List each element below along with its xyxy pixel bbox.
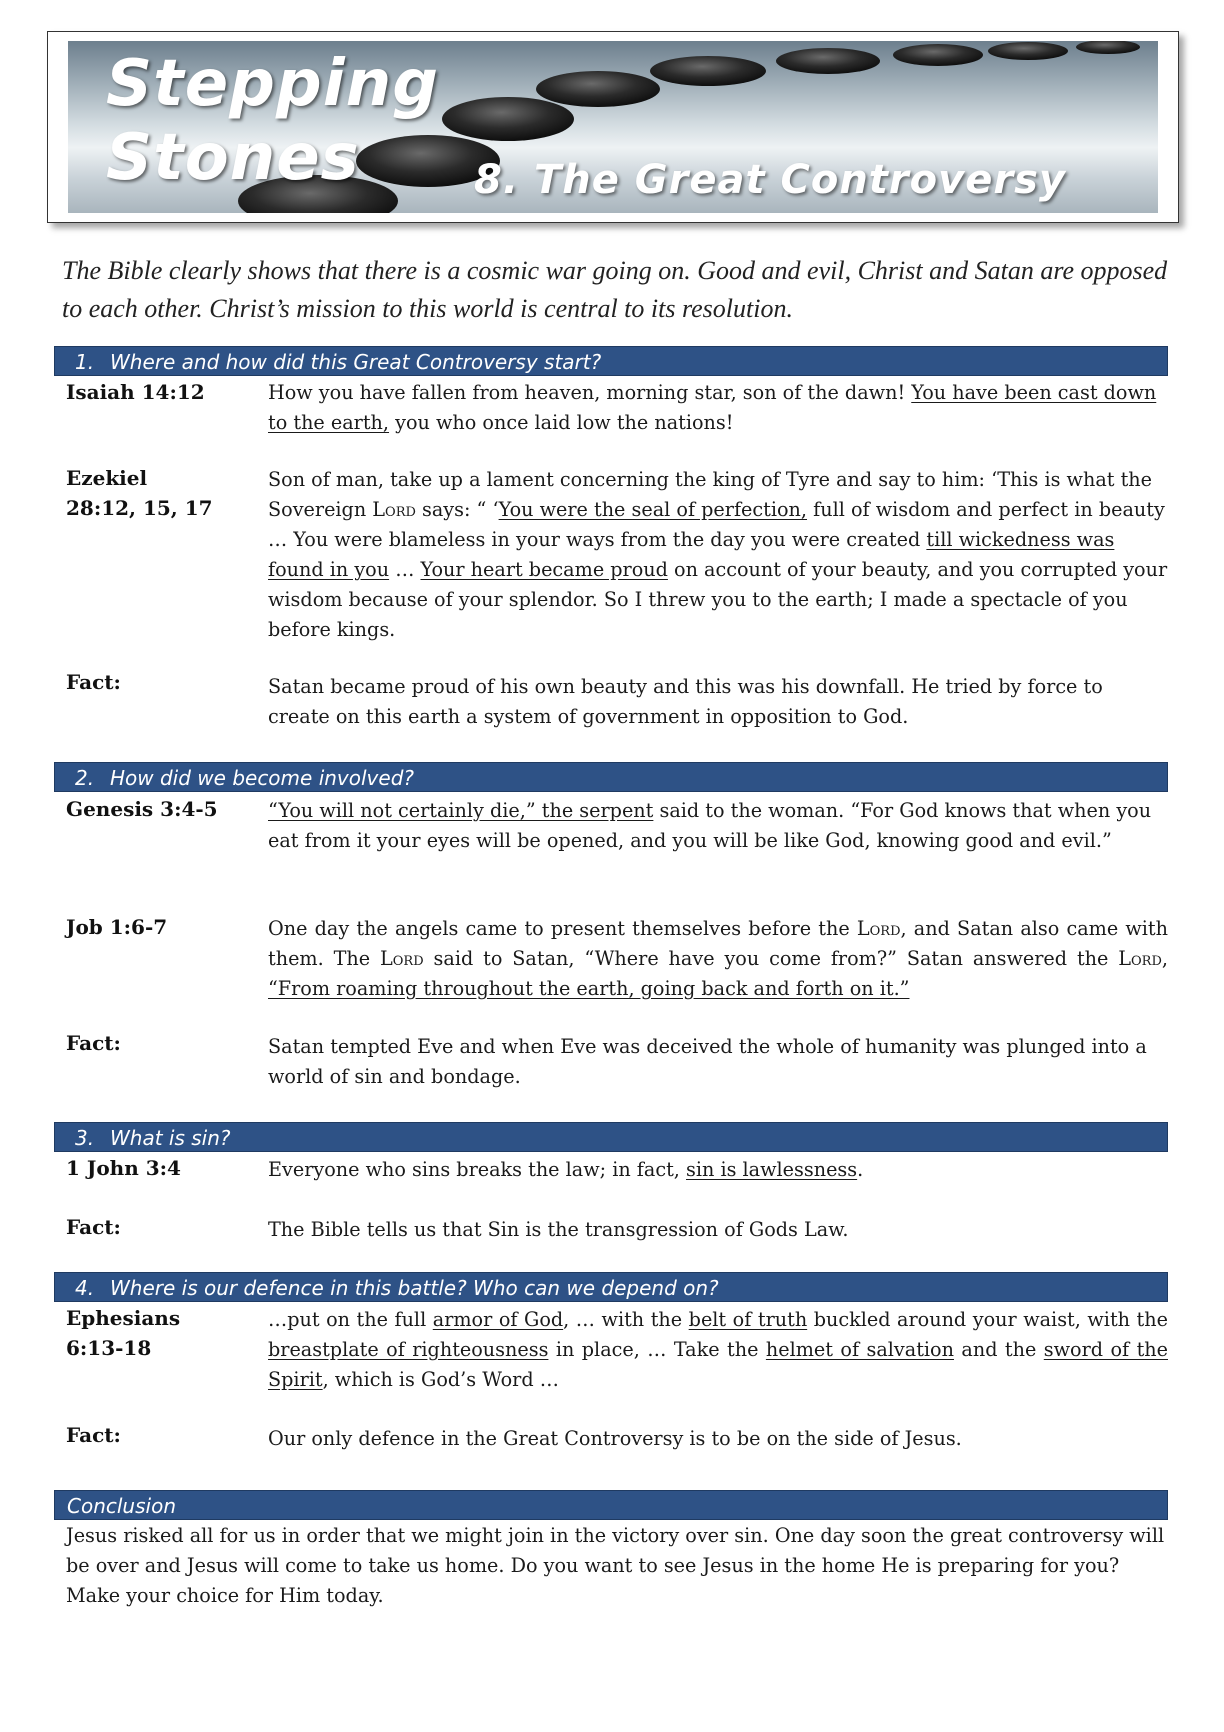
section-number: 4.	[75, 1276, 95, 1300]
section-header-1	[54, 346, 1168, 376]
conclusion-title: Conclusion	[67, 1494, 176, 1518]
section-title: What is sin?	[110, 1126, 231, 1150]
stone-shape	[650, 56, 766, 86]
scripture-reference: Ezekiel 28:12, 15, 17	[66, 466, 213, 520]
scripture-reference: Ephesians 6:13-18	[66, 1306, 181, 1360]
section-header-3	[54, 1122, 1168, 1152]
section-number: 3.	[75, 1126, 95, 1150]
fact-label: Fact:	[66, 670, 121, 694]
section-number: 1.	[75, 350, 95, 374]
scripture-reference: 1 John 3:4	[66, 1156, 181, 1180]
scripture-reference: Isaiah 14:12	[66, 380, 205, 404]
section-title: How did we become involved?	[110, 766, 415, 790]
section-header-4	[54, 1272, 1168, 1302]
banner-subtitle: 8. The Great Controversy	[474, 157, 1066, 203]
scripture-text: How you have fallen from heaven, morning star, son of the dawn! You have been cast down to the earth, you who once laid low the nations!	[268, 381, 1157, 434]
stone-shape	[893, 44, 983, 66]
stone-shape	[536, 71, 660, 107]
fact-text: The Bible tells us that Sin is the transgression of Gods Law.	[268, 1218, 849, 1241]
fact-text: Satan tempted Eve and when Eve was deceived the whole of humanity was plunged into a world of sin and bondage.	[268, 1035, 1147, 1088]
scripture-text: Son of man, take up a lament concerning the king of Tyre and say to him: ‘This is what the Sovereign Lord says: “ ‘You were the seal of perfection, full of wisdom and perfect in beauty … You were blameless in your ways from the day you were created till wickedness was found in you … Your heart became proud on account of your beauty, and you corrupted your wisdom because of your splendor. So I threw you to the earth; I made a spectacle of you before kings.	[268, 468, 1168, 641]
stone-shape	[776, 48, 880, 74]
stone-shape	[988, 42, 1068, 60]
conclusion-header	[54, 1490, 1168, 1520]
banner-title-line1: Stepping	[106, 47, 440, 121]
fact-text: Our only defence in the Great Controversy is to be on the side of Jesus.	[268, 1427, 962, 1450]
scripture-reference: Genesis 3:4-5	[66, 797, 218, 821]
banner-image	[68, 41, 1158, 213]
scripture-text: …put on the full armor of God, … with the belt of truth buckled around your waist, with the breastplate of righteousness in place, … Take the helmet of salvation and the sword of the Spirit, which is God’s Word …	[268, 1308, 1168, 1391]
intro-paragraph: The Bible clearly shows that there is a cosmic war going on. Good and evil, Christ and Satan are opposed to each other. Christ’s mission to this world is central to its resolution.	[62, 256, 1168, 323]
scripture-text: “You will not certainly die,” the serpent said to the woman. “For God knows that when you eat from it your eyes will be opened, and you will be like God, knowing good and evil.”	[268, 799, 1152, 852]
scripture-text: One day the angels came to present themselves before the Lord, and Satan also came with them. The Lord said to Satan, “Where have you come from?” Satan answered the Lord, “From roaming throughout the earth, going back and forth on it.”	[268, 917, 1169, 1000]
section-title: Where and how did this Great Controversy start?	[110, 350, 602, 374]
scripture-reference: Job 1:6-7	[66, 915, 168, 939]
conclusion-text: Jesus risked all for us in order that we might join in the victory over sin. One day soon the great controversy will be over and Jesus will come to take us home. Do you want to see Jesus in the home He is preparing for you? Make your choice for Him today.	[66, 1524, 1165, 1607]
scripture-text: Everyone who sins breaks the law; in fact, sin is lawlessness.	[268, 1158, 864, 1181]
stone-shape	[442, 97, 574, 141]
fact-text: Satan became proud of his own beauty and this was his downfall. He tried by force to create on this earth a system of government in opposition to God.	[268, 675, 1103, 728]
section-number: 2.	[75, 766, 95, 790]
header-banner	[47, 31, 1179, 223]
fact-label: Fact:	[66, 1423, 121, 1447]
banner-title-line2: Stones	[106, 121, 360, 195]
stone-shape	[1076, 41, 1140, 54]
section-title: Where is our defence in this battle? Who can we depend on?	[110, 1276, 719, 1300]
fact-label: Fact:	[66, 1215, 121, 1239]
fact-label: Fact:	[66, 1031, 121, 1055]
section-header-2	[54, 762, 1168, 792]
